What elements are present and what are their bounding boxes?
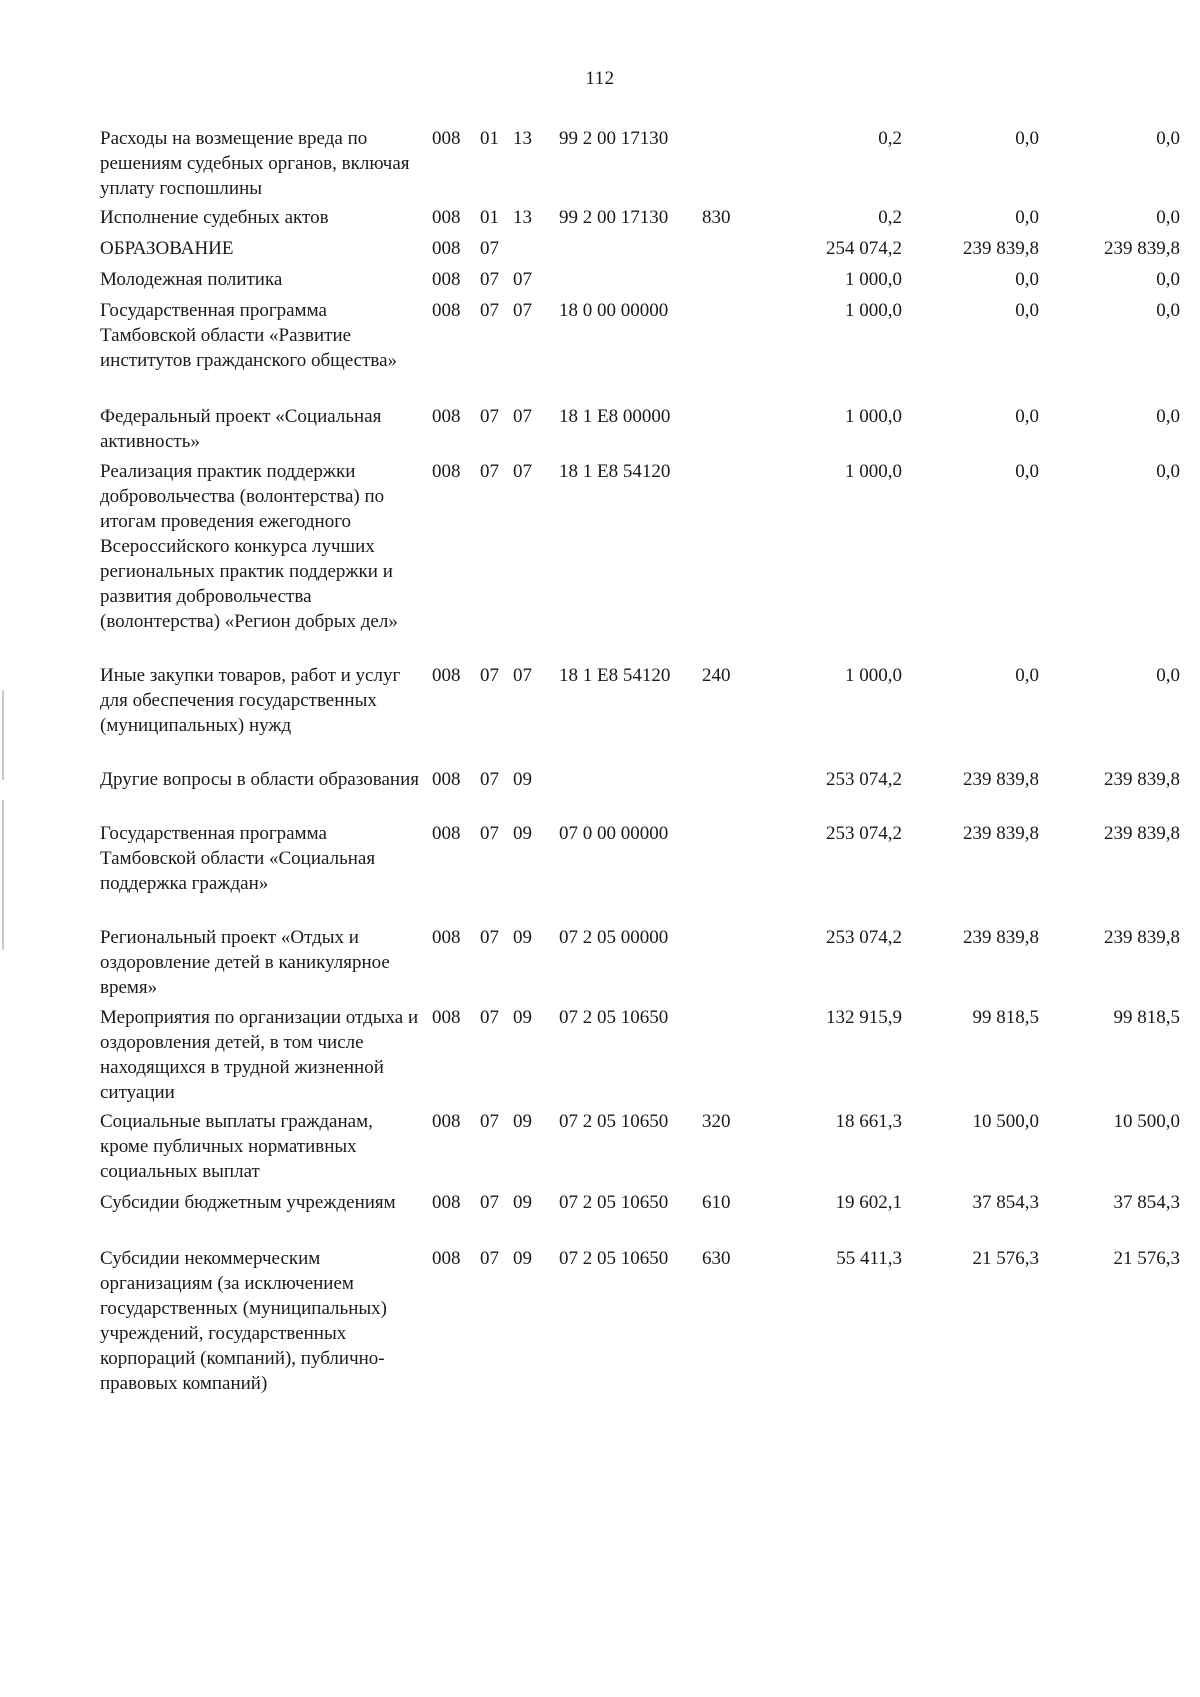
row-ved-code: 008 [432, 1111, 461, 1132]
row-amount-year1: 253 074,2 [826, 823, 902, 844]
table-row [100, 1246, 1180, 1426]
row-ved-code: 008 [432, 461, 461, 482]
table-row [100, 404, 1180, 459]
row-subsection-code: 09 [513, 769, 532, 790]
row-section-code: 07 [480, 1248, 499, 1269]
row-subsection-code: 09 [513, 927, 532, 948]
row-target-article: 18 1 E8 54120 [559, 665, 671, 686]
row-section-code: 07 [480, 665, 499, 686]
row-section-code: 07 [480, 769, 499, 790]
row-target-article: 07 2 05 10650 [559, 1007, 669, 1028]
row-amount-year1: 254 074,2 [826, 238, 902, 259]
row-name: Региональный проект «Отдых и оздоровление детей в каникулярное время» [100, 927, 390, 998]
row-name: Реализация практик поддержки добровольчества (волонтерства) по итогам проведения ежегодного Всероссийского конкурса лучших региональных практик поддержки и развития добровольчества (волонтерства) «Регион добрых дел» [100, 461, 398, 632]
row-amount-year1: 1 000,0 [845, 406, 902, 427]
row-amount-year3: 239 839,8 [1104, 927, 1180, 948]
row-amount-year3: 37 854,3 [1113, 1192, 1180, 1213]
row-ved-code: 008 [432, 665, 461, 686]
row-name: Субсидии бюджетным учреждениям [100, 1192, 396, 1213]
row-subsection-code: 07 [513, 300, 532, 321]
row-amount-year3: 239 839,8 [1104, 823, 1180, 844]
row-name: Государственная программа Тамбовской области «Социальная поддержка граждан» [100, 823, 376, 894]
row-target-article: 18 1 E8 00000 [559, 406, 671, 427]
row-ved-code: 008 [432, 1192, 461, 1213]
row-name: Иные закупки товаров, работ и услуг для обеспечения государственных (муниципальных) нужд [100, 665, 401, 736]
row-name: Мероприятия по организации отдыха и оздоровления детей, в том числе находящихся в трудной жизненной ситуации [100, 1007, 419, 1103]
row-amount-year3: 0,0 [1156, 300, 1180, 321]
table-row [100, 1109, 1180, 1190]
row-amount-year2: 0,0 [1015, 269, 1039, 290]
row-name: Социальные выплаты гражданам, кроме публичных нормативных социальных выплат [100, 1111, 373, 1182]
row-ved-code: 008 [432, 300, 461, 321]
page-number: 112 [585, 68, 615, 89]
row-amount-year2: 239 839,8 [963, 823, 1039, 844]
row-amount-year3: 239 839,8 [1104, 769, 1180, 790]
row-section-code: 07 [480, 269, 499, 290]
row-amount-year3: 0,0 [1156, 461, 1180, 482]
table-row [100, 1190, 1180, 1246]
row-ved-code: 008 [432, 823, 461, 844]
row-target-article: 18 0 00 00000 [559, 300, 669, 321]
row-target-article: 99 2 00 17130 [559, 207, 669, 228]
row-amount-year1: 1 000,0 [845, 269, 902, 290]
row-section-code: 07 [480, 238, 499, 259]
row-section-code: 07 [480, 1007, 499, 1028]
row-ved-code: 008 [432, 207, 461, 228]
row-amount-year3: 0,0 [1156, 406, 1180, 427]
row-target-article: 07 0 00 00000 [559, 823, 669, 844]
table-row [100, 298, 1180, 404]
row-amount-year2: 239 839,8 [963, 927, 1039, 948]
row-amount-year3: 0,0 [1156, 269, 1180, 290]
table-row [100, 663, 1180, 767]
row-amount-year3: 0,0 [1156, 128, 1180, 149]
row-section-code: 01 [480, 207, 499, 228]
row-target-article: 07 2 05 10650 [559, 1248, 669, 1269]
row-amount-year2: 99 818,5 [972, 1007, 1039, 1028]
row-expense-type: 610 [702, 1192, 731, 1213]
row-ved-code: 008 [432, 927, 461, 948]
row-amount-year2: 239 839,8 [963, 769, 1039, 790]
row-amount-year3: 10 500,0 [1113, 1111, 1180, 1132]
row-amount-year2: 0,0 [1015, 300, 1039, 321]
table-row [100, 925, 1180, 1005]
row-subsection-code: 13 [513, 207, 532, 228]
row-amount-year1: 0,2 [878, 207, 902, 228]
row-section-code: 07 [480, 1192, 499, 1213]
row-amount-year1: 18 661,3 [835, 1111, 902, 1132]
row-amount-year3: 99 818,5 [1113, 1007, 1180, 1028]
row-target-article: 99 2 00 17130 [559, 128, 669, 149]
row-section-code: 07 [480, 406, 499, 427]
row-amount-year1: 0,2 [878, 128, 902, 149]
row-ved-code: 008 [432, 1007, 461, 1028]
row-subsection-code: 07 [513, 665, 532, 686]
row-expense-type: 240 [702, 665, 731, 686]
row-target-article: 07 2 05 10650 [559, 1192, 669, 1213]
row-section-code: 07 [480, 461, 499, 482]
row-section-code: 07 [480, 823, 499, 844]
row-amount-year1: 1 000,0 [845, 665, 902, 686]
row-amount-year2: 10 500,0 [972, 1111, 1039, 1132]
row-subsection-code: 07 [513, 461, 532, 482]
table-row [100, 205, 1180, 236]
row-amount-year2: 0,0 [1015, 461, 1039, 482]
row-amount-year1: 253 074,2 [826, 927, 902, 948]
row-target-article: 07 2 05 10650 [559, 1111, 669, 1132]
row-amount-year2: 0,0 [1015, 406, 1039, 427]
row-amount-year2: 0,0 [1015, 207, 1039, 228]
row-name: Федеральный проект «Социальная активность» [100, 406, 382, 452]
row-ved-code: 008 [432, 769, 461, 790]
row-name: Молодежная политика [100, 269, 283, 290]
row-amount-year3: 0,0 [1156, 665, 1180, 686]
row-section-code: 07 [480, 927, 499, 948]
row-name: Субсидии некоммерческим организациям (за исключением государственных (муниципальных) учреждений, государственных корпораций (компаний), публично-правовых компаний) [100, 1248, 387, 1394]
table-row [100, 821, 1180, 925]
row-expense-type: 630 [702, 1248, 731, 1269]
row-amount-year1: 253 074,2 [826, 769, 902, 790]
row-ved-code: 008 [432, 1248, 461, 1269]
row-amount-year1: 1 000,0 [845, 300, 902, 321]
scan-artifact [2, 690, 4, 780]
row-name: ОБРАЗОВАНИЕ [100, 238, 234, 259]
row-amount-year2: 37 854,3 [972, 1192, 1039, 1213]
row-subsection-code: 13 [513, 128, 532, 149]
row-ved-code: 008 [432, 238, 461, 259]
row-target-article: 07 2 05 00000 [559, 927, 669, 948]
table-row [100, 267, 1180, 298]
row-section-code: 01 [480, 128, 499, 149]
table-row [100, 1005, 1180, 1109]
table-row [100, 126, 1180, 205]
row-subsection-code: 07 [513, 406, 532, 427]
row-name: Расходы на возмещение вреда по решениям судебных органов, включая уплату госпошлины [100, 128, 410, 199]
row-section-code: 07 [480, 1111, 499, 1132]
row-amount-year2: 0,0 [1015, 665, 1039, 686]
scan-artifact [2, 800, 4, 950]
row-subsection-code: 09 [513, 1248, 532, 1269]
row-amount-year1: 132 915,9 [826, 1007, 902, 1028]
table-row [100, 767, 1180, 821]
row-amount-year2: 21 576,3 [972, 1248, 1039, 1269]
table-row [100, 459, 1180, 663]
row-subsection-code: 09 [513, 823, 532, 844]
row-subsection-code: 09 [513, 1192, 532, 1213]
row-name: Другие вопросы в области образования [100, 769, 419, 790]
row-name: Государственная программа Тамбовской области «Развитие институтов гражданского общества» [100, 300, 398, 371]
row-subsection-code: 07 [513, 269, 532, 290]
row-amount-year1: 19 602,1 [835, 1192, 902, 1213]
row-ved-code: 008 [432, 269, 461, 290]
row-amount-year2: 239 839,8 [963, 238, 1039, 259]
row-subsection-code: 09 [513, 1007, 532, 1028]
row-name: Исполнение судебных актов [100, 207, 329, 228]
row-expense-type: 320 [702, 1111, 731, 1132]
row-amount-year2: 0,0 [1015, 128, 1039, 149]
row-target-article: 18 1 E8 54120 [559, 461, 671, 482]
row-amount-year1: 1 000,0 [845, 461, 902, 482]
table-row [100, 236, 1180, 267]
row-expense-type: 830 [702, 207, 731, 228]
row-amount-year3: 0,0 [1156, 207, 1180, 228]
row-amount-year1: 55 411,3 [836, 1248, 902, 1269]
row-ved-code: 008 [432, 128, 461, 149]
row-amount-year3: 239 839,8 [1104, 238, 1180, 259]
budget-table [100, 126, 1180, 1426]
row-ved-code: 008 [432, 406, 461, 427]
row-section-code: 07 [480, 300, 499, 321]
row-amount-year3: 21 576,3 [1113, 1248, 1180, 1269]
row-subsection-code: 09 [513, 1111, 532, 1132]
